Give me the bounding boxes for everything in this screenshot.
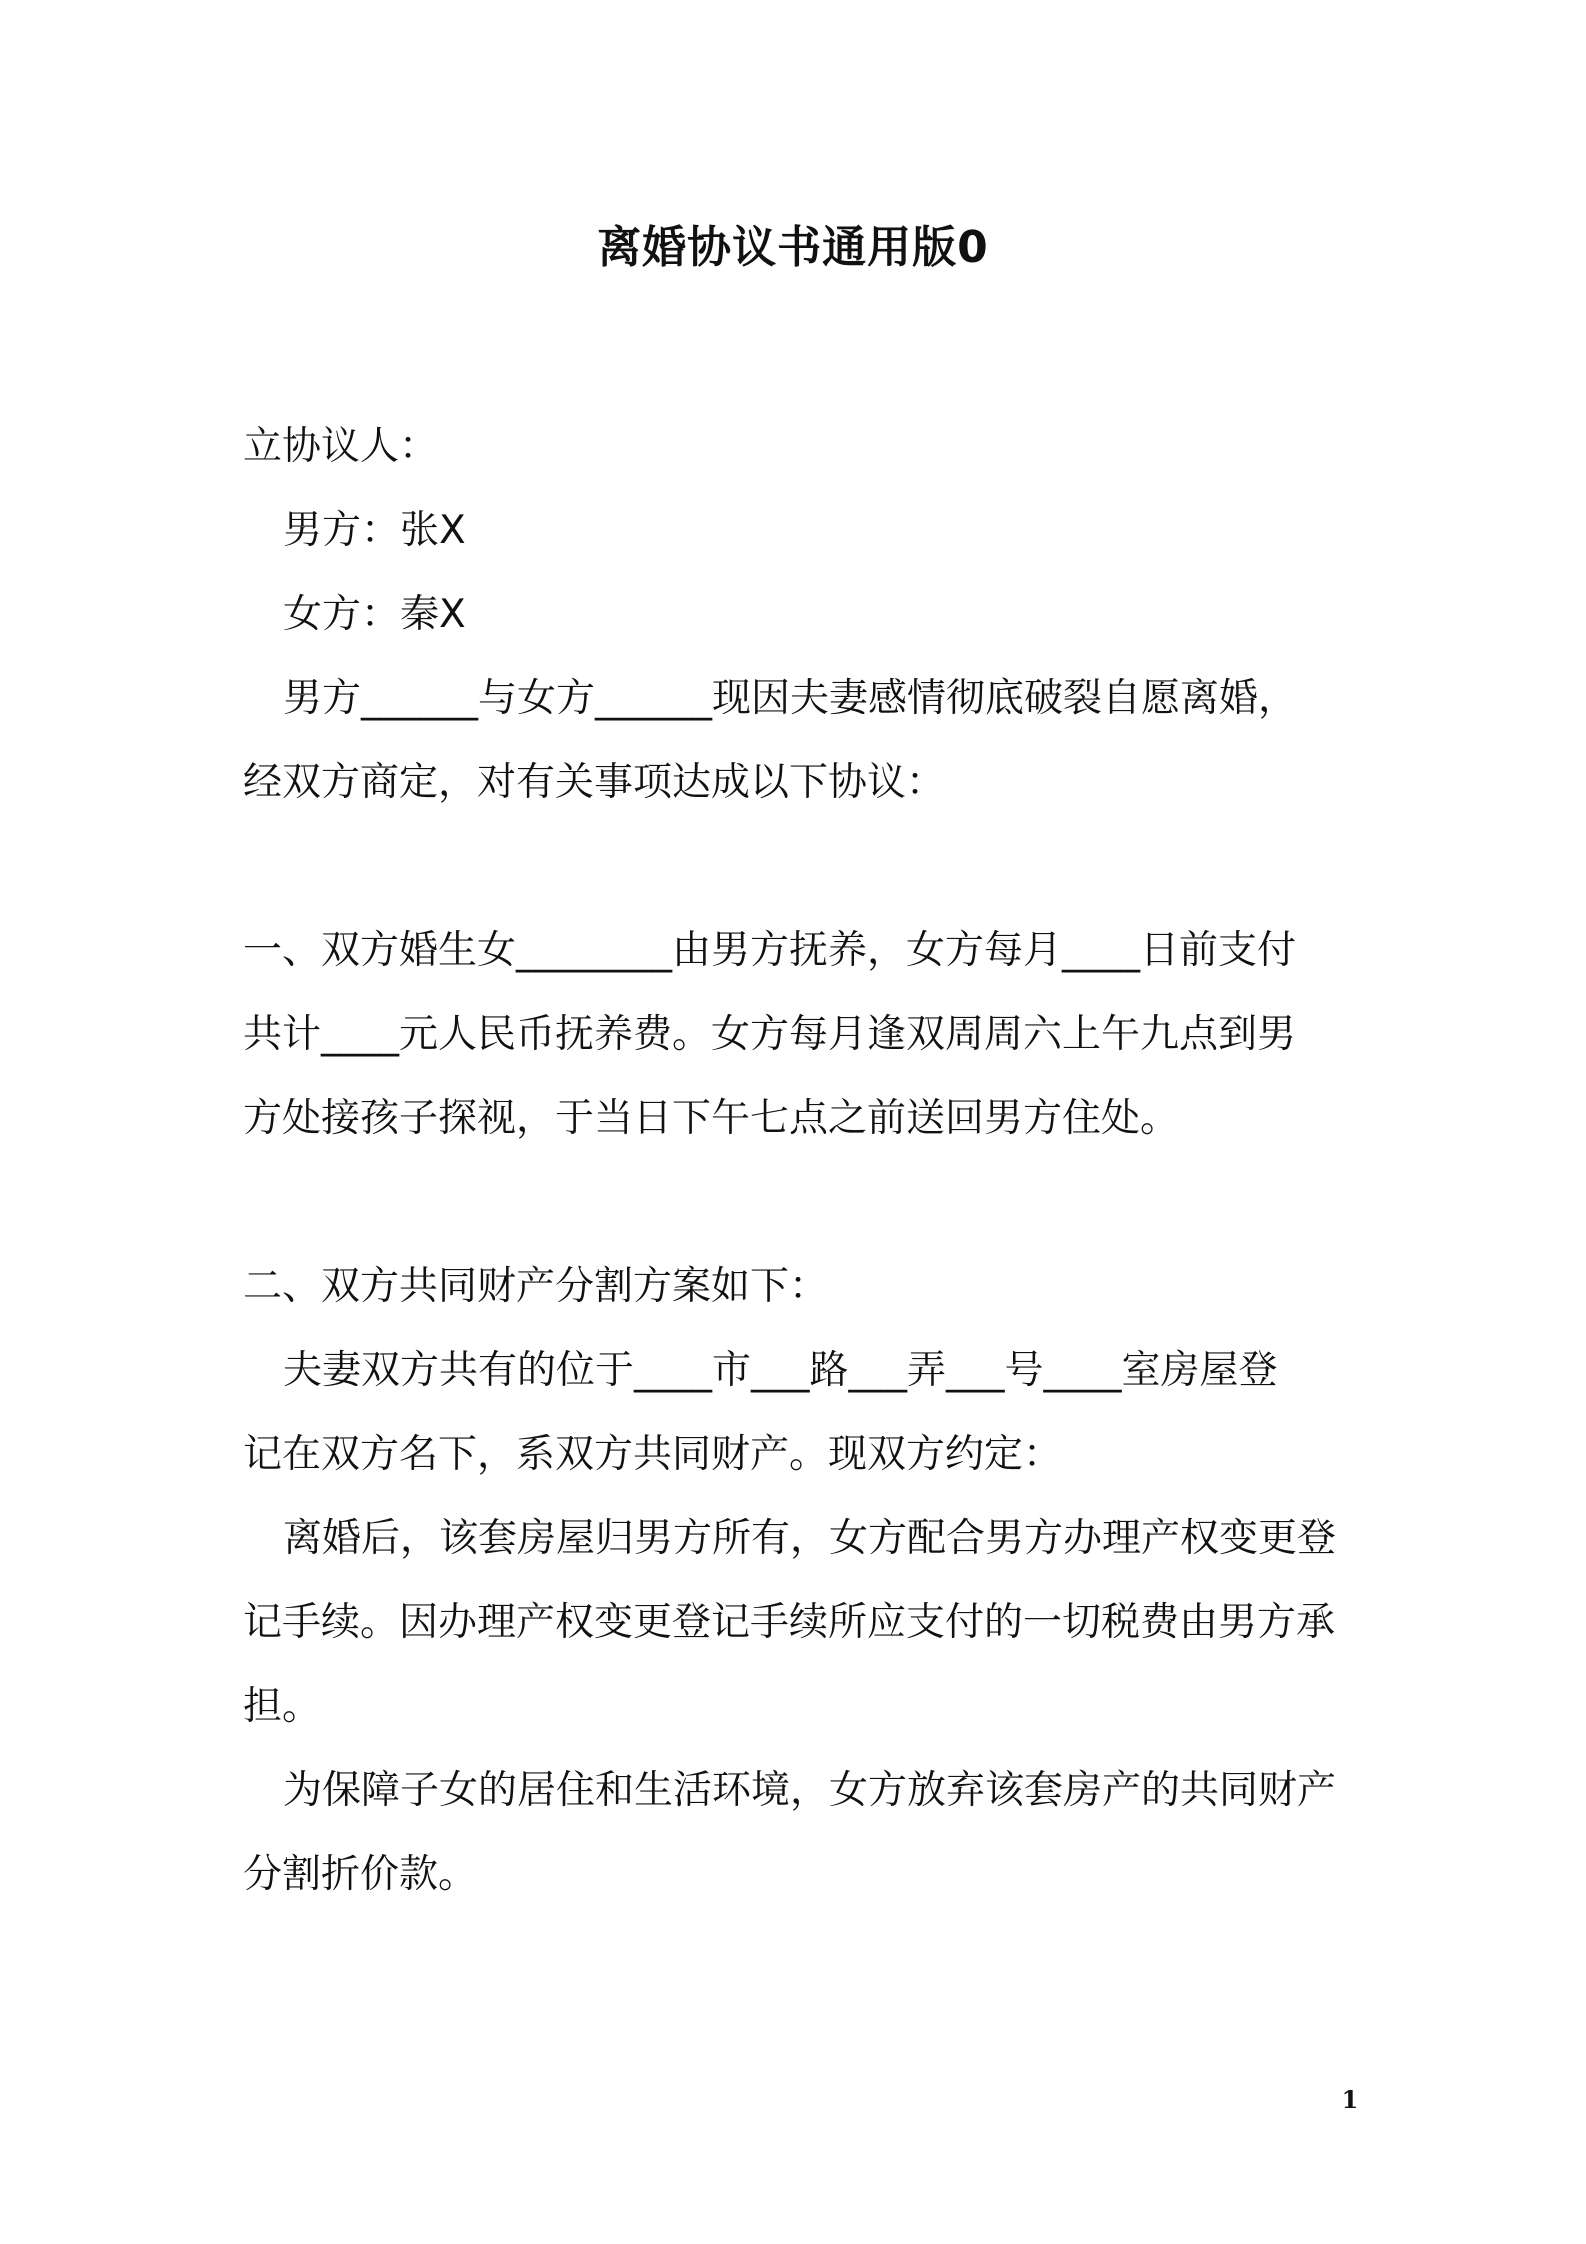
clause-2-property-line-1: 夫妻双方共有的位于____市___路___弄___号____室房屋登 (283, 1348, 1278, 1393)
document-title: 离婚协议书通用版0 (597, 222, 989, 273)
clause-2-waiver-line-1: 为保障子女的居住和生活环境，女方放弃该套房产的共同财产 (283, 1768, 1337, 1813)
clause-1-line-2: 共计____元人民币抚养费。女方每月逢双周周六上午九点到男 (243, 1012, 1297, 1057)
clause-2-after-divorce-line-3: 担。 (243, 1684, 322, 1729)
clause-2-property-line-2: 记在双方名下，系双方共同财产。现双方约定： (243, 1432, 1063, 1477)
paragraph-gap (243, 1161, 1353, 1245)
intro-line-1: 男方______与女方______现因夫妻感情彻底破裂自愿离婚， (283, 676, 1298, 721)
clause-2-waiver-line-2: 分割折价款。 (243, 1852, 478, 1897)
page-number: 1 (1341, 2085, 1359, 2114)
document-body (243, 405, 1353, 1917)
clause-2-after-divorce-line-2: 记手续。因办理产权变更登记手续所应支付的一切税费由男方承 (243, 1600, 1336, 1645)
female-party-line: 女方：秦X (283, 592, 466, 637)
clause-1-line-1: 一、双方婚生女________由男方抚养，女方每月____日前支付 (243, 928, 1297, 973)
male-party-line: 男方：张X (283, 508, 466, 553)
intro-line-2: 经双方商定，对有关事项达成以下协议： (243, 760, 946, 805)
signatories-heading: 立协议人： (243, 424, 439, 469)
clause-2-after-divorce-line-1: 离婚后，该套房屋归男方所有，女方配合男方办理产权变更登 (283, 1516, 1337, 1561)
paragraph-gap (243, 825, 1353, 909)
clause-1-line-3: 方处接孩子探视，于当日下午七点之前送回男方住处。 (243, 1096, 1180, 1141)
clause-2-heading: 二、双方共同财产分割方案如下： (243, 1264, 829, 1309)
